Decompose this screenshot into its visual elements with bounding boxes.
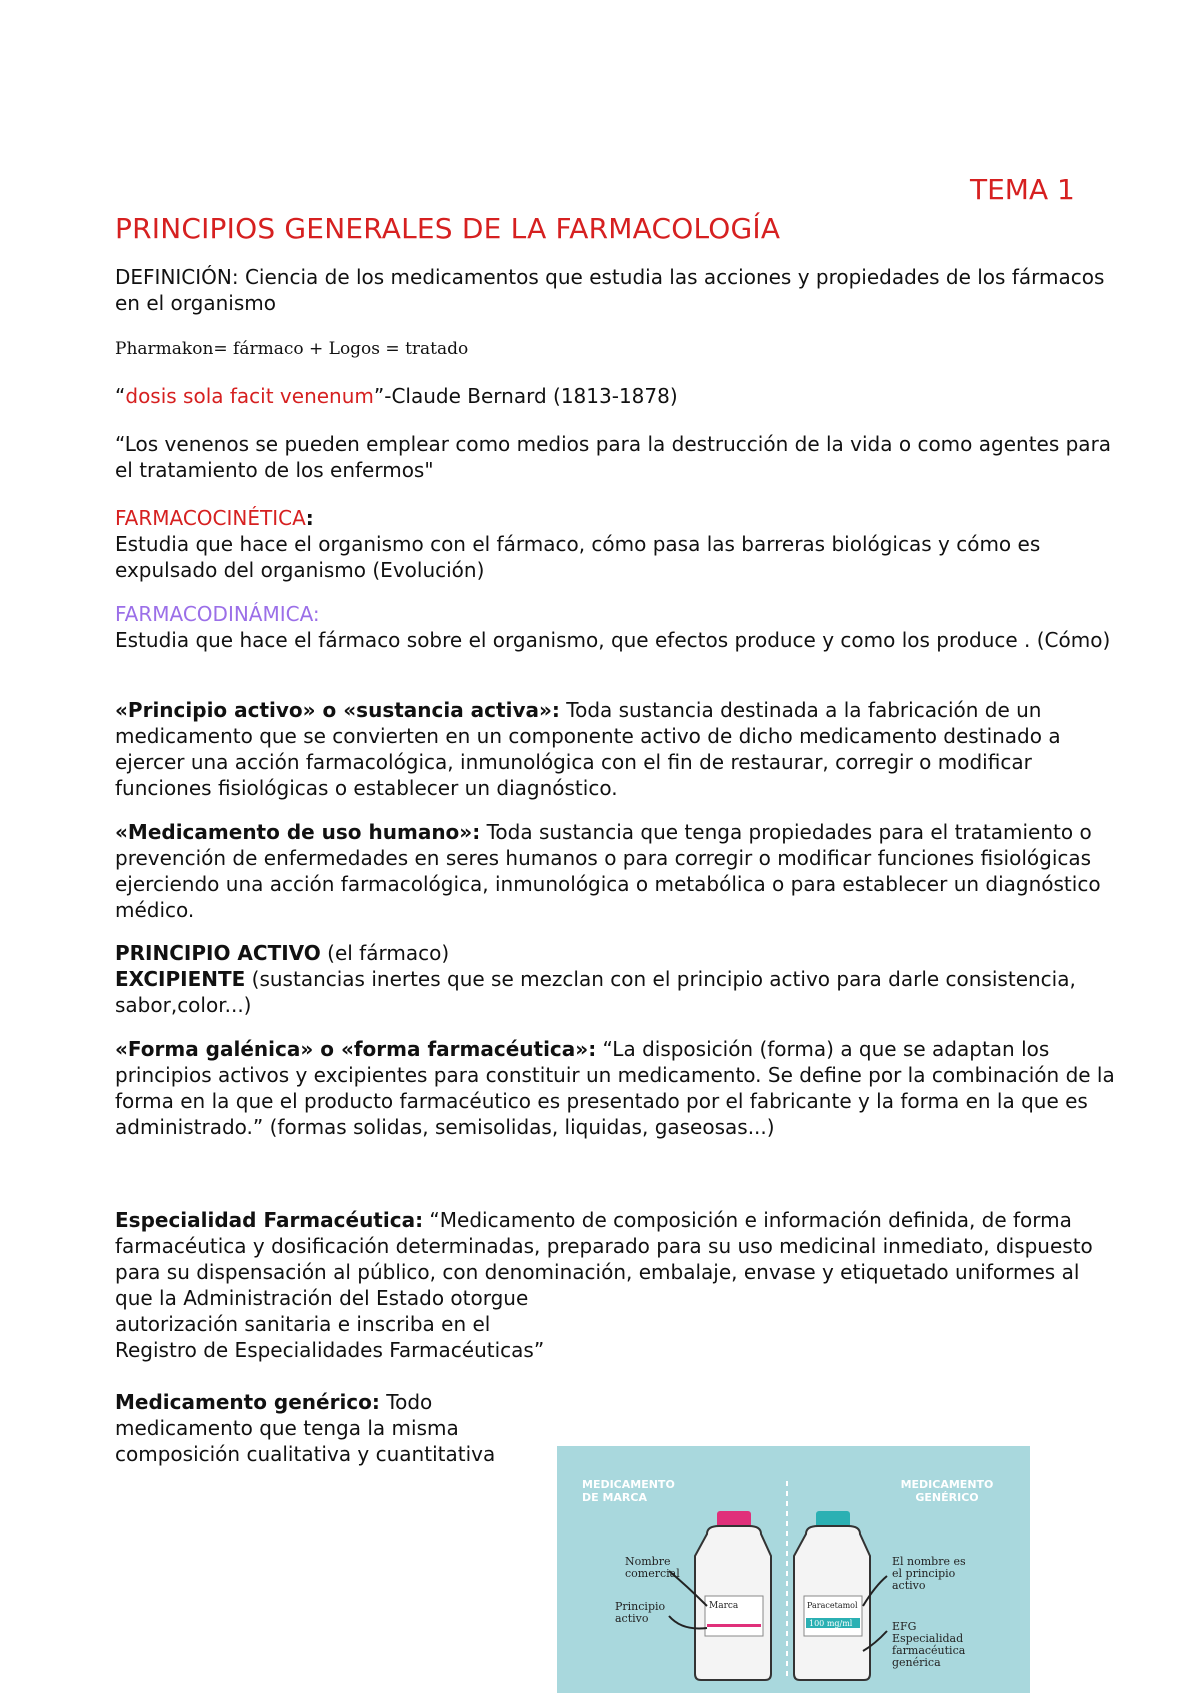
forma-galenica-term: «Forma galénica» o «forma farmacéutica»:	[115, 1037, 597, 1061]
note-nombre-comercial: Nombre comercial	[625, 1555, 680, 1580]
generico-term: Medicamento genérico:	[115, 1390, 380, 1414]
composicion-section	[115, 940, 1115, 1018]
quote-author: ”-Claude Bernard (1813-1878)	[373, 384, 678, 408]
etimologia-line: Pharmakon= fármaco + Logos = tratado	[115, 339, 469, 359]
note-principio-activo: Principio activo	[615, 1600, 666, 1625]
generic-label-text: Paracetamol	[807, 1601, 858, 1610]
note-efg: EFG Especialidad farmacéutica genérica	[892, 1620, 966, 1669]
farmacodinamica-heading: FARMACODINÁMICA:	[115, 602, 320, 626]
generico-text: Todo medicamento que tenga la misma composición cualitativa y cuantitativa	[115, 1390, 496, 1466]
especialidad-definition	[115, 1207, 1115, 1311]
principio-activo-label: PRINCIPIO ACTIVO	[115, 941, 321, 965]
tema-label: TEMA 1	[970, 173, 1075, 206]
latin-phrase: dosis sola facit venenum	[125, 384, 374, 408]
figure-right-title: MEDICAMENTO GENÉRICO	[900, 1478, 994, 1504]
farmacocinetica-text: Estudia que hace el organismo con el fármaco, cómo pasa las barreras biológicas y cómo es expulsado del organismo (Evolución)	[115, 532, 1041, 582]
brand-label-text: Marca	[709, 1601, 739, 1611]
definicion-paragraph: DEFINICIÓN: Ciencia de los medicamentos que estudia las acciones y propiedades de los fármacos en el organismo	[115, 265, 1105, 315]
page-title: PRINCIPIOS GENERALES DE LA FARMACOLOGÍA	[115, 212, 781, 245]
excipiente-label: EXCIPIENTE	[115, 967, 246, 991]
quote-open: “	[115, 384, 126, 408]
farmacocinetica-heading: FARMACOCINÉTICA	[115, 506, 306, 530]
cita-venenos: “Los venenos se pueden emplear como medios para la destrucción de la vida o como agentes para el tratamiento de los enfermos"	[115, 432, 1112, 482]
marca-vs-generico-figure	[557, 1446, 1030, 1693]
principio-activo-note: (el fármaco)	[320, 941, 450, 965]
principio-activo-term: «Principio activo» o «sustancia activa»:	[115, 698, 560, 722]
farmacodinamica-text: Estudia que hace el fármaco sobre el organismo, que efectos produce y como los produce . (Cómo)	[115, 628, 1111, 652]
especialidad-continuation: autorización sanitaria e inscriba en el Registro de Especialidades Farmacéuticas”	[115, 1312, 545, 1362]
especialidad-term: Especialidad Farmacéutica:	[115, 1208, 424, 1232]
farmacocinetica-colon: :	[305, 506, 314, 530]
generico-definition	[115, 1389, 555, 1467]
generic-dose-text: 100 mg/ml	[809, 1619, 853, 1628]
principio-activo-text: Toda sustancia destinada a la fabricación de un medicamento que se convierten en un componente activo de dicho medicamento destinado a ejercer una acción farmacológica, inmunológica con el fin de restaurar, corregir o modificar funciones fisiológicas o establecer un diagnóstico.	[115, 698, 1061, 800]
farmacocinetica-section	[115, 505, 1115, 583]
excipiente-note: (sustancias inertes que se mezclan con el principio activo para darle consistencia, sabor,color...)	[115, 967, 1076, 1017]
especialidad-text: “Medicamento de composición e información definida, de forma farmacéutica y dosificación determinadas, preparado para su uso medicinal inmediato, dispuesto para su dispensación al público, con denominación, embalaje, envase y etiquetado uniformes al que la Administración del Estado otorgue	[115, 1208, 1093, 1310]
medicamento-humano-term: «Medicamento de uso humano»:	[115, 820, 481, 844]
note-nombre-generico: El nombre es el principio activo	[892, 1555, 966, 1592]
cita-bernard	[115, 383, 1115, 409]
forma-galenica-text: “La disposición (forma) a que se adaptan los principios activos y excipientes para constituir un medicamento. Se define por la combinación de la forma en la que el producto farmacéutico es presentado por el fabricante y la forma en la que es administrado.” (formas solidas, semisolidas, liquidas, gaseosas...)	[115, 1037, 1115, 1139]
medicamento-humano-text: Toda sustancia que tenga propiedades para el tratamiento o prevención de enfermedades en seres humanos o para corregir o modificar funciones fisiológicas ejerciendo una acción farmacológica, inmunológica o metabólica o para establecer un diagnóstico médico.	[115, 820, 1101, 922]
brand-label-stripe	[707, 1624, 761, 1627]
farmacodinamica-section	[115, 601, 1115, 653]
forma-galenica-definition	[115, 1036, 1115, 1140]
principio-activo-definition	[115, 697, 1115, 801]
medicamento-humano-definition	[115, 819, 1115, 923]
figure-left-title: MEDICAMENTO DE MARCA	[582, 1478, 675, 1504]
